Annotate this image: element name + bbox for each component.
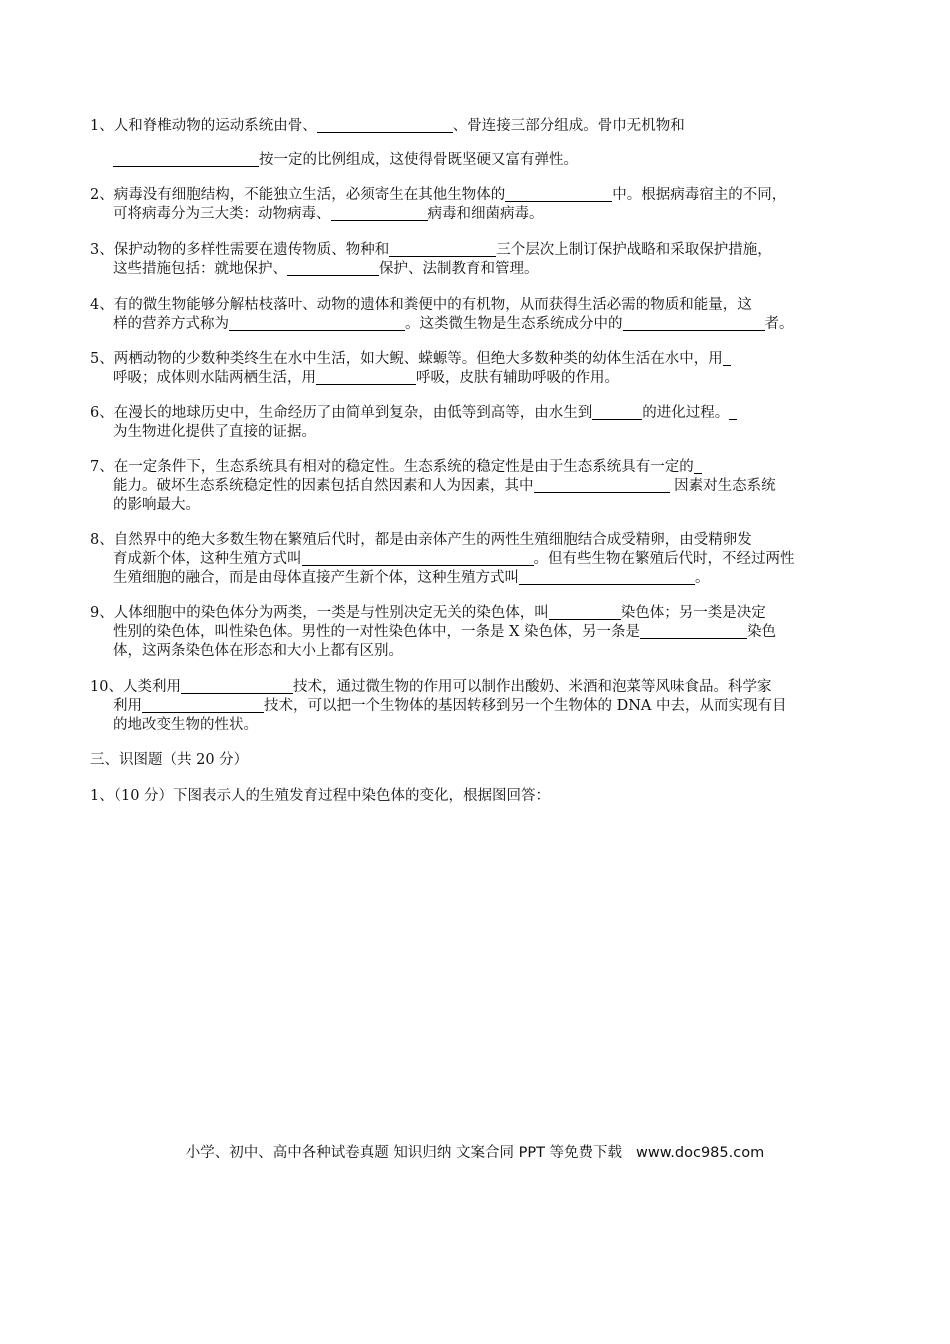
question-3-1 xyxy=(90,786,550,806)
question-number: 2、 xyxy=(90,187,114,203)
question-text: 病毒和细菌病毒。 xyxy=(427,206,544,222)
question-text: 技术，通过微生物的作用可以制作出酸奶、米酒和泡菜等风味食品。科学家 xyxy=(292,679,772,695)
question-1-line-2 xyxy=(113,150,578,170)
question-text: 这些措施包括：就地保护、 xyxy=(113,261,287,277)
question-text: 能力。破坏生态系统稳定性的因素包括自然因素和人为因素，其中 xyxy=(113,478,534,494)
answer-blank[interactable] xyxy=(592,404,642,420)
question-text: 自然界中的绝大多数生物在繁殖后代时，都是由亲体产生的两性生殖细胞结合成受精卵，由受精卵发 xyxy=(113,532,752,548)
question-text: 人体细胞中的染色体分为两类，一类是与性别决定无关的染色体，叫 xyxy=(113,605,549,621)
question-8-line-1 xyxy=(90,530,752,550)
answer-blank[interactable] xyxy=(142,697,264,713)
question-text: 在漫长的地球历史中，生命经历了由简单到复杂，由低等到高等，由水生到 xyxy=(113,405,593,421)
footer-text: 小学、初中、高中各种试卷真题 知识归纳 文案合同 PPT 等免费下载 xyxy=(185,1145,623,1161)
answer-blank[interactable] xyxy=(505,186,612,202)
answer-blank[interactable] xyxy=(302,550,534,566)
question-number: 5、 xyxy=(90,351,114,367)
question-text: 为生物进化提供了直接的证据。 xyxy=(113,424,316,440)
question-6-line-1 xyxy=(90,403,737,423)
question-text: 生殖细胞的融合，而是由母体直接产生新个体，这种生殖方式叫 xyxy=(113,570,519,586)
question-number: 1、 xyxy=(90,118,114,134)
answer-blank[interactable] xyxy=(640,623,747,639)
question-text: 育成新个体，这种生殖方式叫 xyxy=(113,551,302,567)
question-3-line-1 xyxy=(90,240,772,260)
answer-blank[interactable] xyxy=(694,458,702,474)
question-text: 体，这两条染色体在形态和大小上都有区别。 xyxy=(113,643,403,659)
answer-blank[interactable] xyxy=(729,404,737,420)
question-text: 人和脊椎动物的运动系统由骨、 xyxy=(113,118,317,134)
footer-url: www.doc985.com xyxy=(636,1145,765,1161)
question-text: 呼吸，皮肤有辅助呼吸的作用。 xyxy=(416,370,619,386)
question-9-line-1 xyxy=(90,603,766,623)
answer-blank[interactable] xyxy=(317,117,453,133)
question-text: 技术，可以把一个生物体的基因转移到另一个生物体的 DNA 中去，从而实现有目 xyxy=(264,698,787,714)
question-10-line-2 xyxy=(113,696,787,716)
question-text: 三个层次上制订保护战略和采取保护措施， xyxy=(496,242,772,258)
question-9-line-2 xyxy=(113,622,776,642)
question-text: 呼吸；成体则水陆两栖生活，用 xyxy=(113,370,316,386)
question-text: 。 xyxy=(695,570,710,586)
question-7-line-1 xyxy=(90,457,702,477)
question-text: 。这类微生物是生态系统成分中的 xyxy=(405,316,623,332)
answer-blank[interactable] xyxy=(181,678,293,694)
question-6-line-2 xyxy=(113,422,316,442)
question-2-line-1 xyxy=(90,185,786,205)
answer-blank[interactable] xyxy=(316,369,416,385)
question-text: 。但有些生物在繁殖后代时，不经过两性 xyxy=(533,551,795,567)
section-heading: 三、识图题（共 20 分） xyxy=(90,752,249,768)
answer-blank[interactable] xyxy=(331,205,428,221)
question-text: 两栖动物的少数种类终生在水中生活，如大鲵、蝾螈等。但绝大多数种类的幼体生活在水中，用 xyxy=(113,351,723,367)
question-10-line-3 xyxy=(113,715,258,735)
question-text: 的进化过程。 xyxy=(642,405,730,421)
question-text: 按一定的比例组成，这使得骨既坚硬又富有弹性。 xyxy=(259,152,578,168)
question-text: 保护、法制教育和管理。 xyxy=(379,261,539,277)
question-text: 的地改变生物的性状。 xyxy=(113,717,258,733)
answer-blank[interactable] xyxy=(229,315,405,331)
question-number: 4、 xyxy=(90,297,114,313)
question-number: 8、 xyxy=(90,532,114,548)
question-text: （10 分）下图表示人的生殖发育过程中染色体的变化，根据图回答： xyxy=(113,788,551,804)
question-text: 人类利用 xyxy=(122,679,181,695)
question-1-line-1 xyxy=(90,116,685,136)
question-number: 3、 xyxy=(90,242,114,258)
question-text: 病毒没有细胞结构，不能独立生活，必须寄生在其他生物体的 xyxy=(113,187,506,203)
answer-blank[interactable] xyxy=(113,151,259,167)
question-text: 、骨连接三部分组成。骨巾无机物和 xyxy=(452,118,685,134)
question-text: 样的营养方式称为 xyxy=(113,316,229,332)
question-text: 利用 xyxy=(113,698,142,714)
question-2-line-2 xyxy=(113,204,544,224)
question-5-line-1 xyxy=(90,349,731,369)
question-3-line-2 xyxy=(113,259,539,279)
question-7-line-2 xyxy=(113,476,776,496)
question-4-line-2 xyxy=(113,314,794,334)
question-8-line-3 xyxy=(113,568,710,588)
question-number: 6、 xyxy=(90,405,114,421)
question-number: 9、 xyxy=(90,605,114,621)
answer-blank[interactable] xyxy=(519,569,695,585)
answer-blank[interactable] xyxy=(287,260,379,276)
question-4-line-1 xyxy=(90,295,752,315)
question-8-line-2 xyxy=(113,549,795,569)
answer-blank[interactable] xyxy=(534,477,670,493)
question-text: 中。根据病毒宿主的不同， xyxy=(612,187,787,203)
question-text: 性别的染色体，叫性染色体。男性的一对性染色体中，一条是 X 染色体，另一条是 xyxy=(113,624,641,640)
answer-blank[interactable] xyxy=(623,315,765,331)
question-5-line-2 xyxy=(113,368,619,388)
question-10-line-1 xyxy=(90,677,771,697)
question-number: 7、 xyxy=(90,459,114,475)
answer-blank[interactable] xyxy=(723,350,731,366)
question-text: 在一定条件下，生态系统具有相对的稳定性。生态系统的稳定性是由于生态系统具有一定的 xyxy=(113,459,694,475)
question-number: 10、 xyxy=(90,679,123,695)
question-text: 可将病毒分为三大类：动物病毒、 xyxy=(113,206,331,222)
answer-blank[interactable] xyxy=(549,604,621,620)
question-9-line-3 xyxy=(113,641,403,661)
question-text: 染色体；另一类是决定 xyxy=(620,605,766,621)
question-text: 染色 xyxy=(747,624,777,640)
question-number: 1、 xyxy=(90,788,114,804)
question-text: 的影响最大。 xyxy=(113,497,200,513)
question-text: 者。 xyxy=(764,316,794,332)
question-text: 有的微生物能够分解枯枝落叶、动物的遗体和粪便中的有机物，从而获得生活必需的物质和能量，这 xyxy=(113,297,752,313)
question-text: 保护动物的多样性需要在遗传物质、物种和 xyxy=(113,242,390,258)
question-text: 因素对生态系统 xyxy=(674,478,776,494)
answer-blank[interactable] xyxy=(389,241,496,257)
page-footer xyxy=(0,1141,950,1162)
question-7-line-3 xyxy=(113,495,200,515)
